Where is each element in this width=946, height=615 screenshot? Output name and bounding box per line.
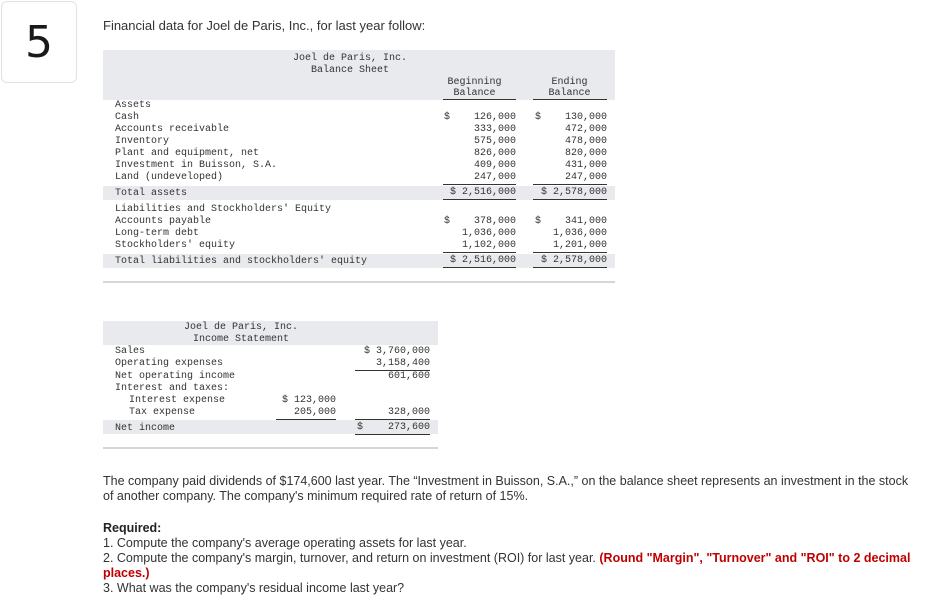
sales-label: Sales <box>115 346 146 357</box>
rounding-note: (Round "Margin", "Turnover" and "ROI" to 2 decimal places.) <box>103 551 911 580</box>
interest-taxes-heading: Interest and taxes: <box>115 383 230 394</box>
asset-label: Accounts receivable <box>115 124 230 135</box>
total-assets-begin: $ 2,516,000 <box>449 187 516 198</box>
liab-begin: 1,102,000 <box>461 240 516 251</box>
interest-taxes-rule <box>355 419 430 420</box>
interest-amount: $ 123,000 <box>281 395 336 406</box>
total-liab-label: Total liabilities and stockholders' equity <box>115 256 368 267</box>
asset-begin: 247,000 <box>473 172 516 183</box>
col-begin-line2: Balance <box>453 88 496 99</box>
sales-amount: $ 3,760,000 <box>363 346 430 357</box>
net-income-label: Net income <box>115 423 176 434</box>
tax-rule <box>276 419 336 420</box>
col-begin-rule <box>443 99 516 100</box>
total-liab-rule <box>443 267 516 268</box>
liab-label: Long-term debt <box>115 228 200 239</box>
interest-taxes-total: 328,000 <box>387 407 430 418</box>
opex-label: Operating expenses <box>115 358 224 369</box>
asset-end: 472,000 <box>564 124 607 135</box>
required-section <box>103 521 933 596</box>
income-statement-bottom-border <box>103 447 438 449</box>
total-liab-rule <box>533 267 607 268</box>
asset-begin: 333,000 <box>473 124 516 135</box>
total-liab-begin: $ 2,516,000 <box>449 255 516 266</box>
col-end-rule <box>533 99 607 100</box>
required-item-2 <box>103 551 933 581</box>
asset-begin: 409,000 <box>473 160 516 171</box>
total-assets-label: Total assets <box>115 188 188 199</box>
liab-end: $ 341,000 <box>534 216 607 227</box>
asset-end: 247,000 <box>564 172 607 183</box>
total-liab-end: $ 2,578,000 <box>540 255 607 266</box>
liab-begin: 1,036,000 <box>461 228 516 239</box>
liab-subtotal-rule <box>533 252 607 253</box>
liab-label: Stockholders' equity <box>115 240 236 251</box>
interest-label: Interest expense <box>129 395 226 406</box>
liab-begin: $ 378,000 <box>443 216 516 227</box>
asset-begin: 826,000 <box>473 148 516 159</box>
required-item-3: 3. What was the company's residual income last year? <box>103 581 405 595</box>
question-number: 5 <box>1 1 77 83</box>
balance-sheet-bottom-border <box>103 281 615 283</box>
total-assets-end: $ 2,578,000 <box>540 187 607 198</box>
noi-label: Net operating income <box>115 371 236 382</box>
asset-begin: $ 126,000 <box>443 112 516 123</box>
liab-subtotal-rule <box>443 252 516 253</box>
liab-end: 1,201,000 <box>552 240 607 251</box>
col-begin-line1: Beginning <box>447 77 502 88</box>
required-label: Required: <box>103 521 162 535</box>
asset-label: Investment in Buisson, S.A. <box>115 160 278 171</box>
is-company: Joel de Paris, Inc. <box>183 322 299 333</box>
liab-label: Accounts payable <box>115 216 212 227</box>
opex-amount: 3,158,400 <box>375 358 430 369</box>
net-income-amount: 273,600 <box>387 422 430 433</box>
total-assets-rule <box>533 199 607 200</box>
assets-heading: Assets <box>115 100 152 111</box>
asset-end: 431,000 <box>564 160 607 171</box>
intro-text: Financial data for Joel de Paris, Inc., for last year follow: <box>103 18 426 33</box>
asset-label: Plant and equipment, net <box>115 148 260 159</box>
col-end-line2: Balance <box>548 88 591 99</box>
bs-company: Joel de Paris, Inc. <box>292 53 408 64</box>
asset-end: 820,000 <box>564 148 607 159</box>
required-item-2-text: 2. Compute the company's margin, turnover, and return on investment (ROI) for last year. <box>103 551 596 565</box>
noi-amount: 601,600 <box>387 371 430 382</box>
tax-amount: 205,000 <box>293 407 336 418</box>
net-income-dollar: $ <box>357 422 364 433</box>
assets-subtotal-rule <box>533 184 607 185</box>
asset-label: Cash <box>115 112 140 123</box>
liab-heading: Liabilities and Stockholders' Equity <box>115 204 332 215</box>
net-income-rule <box>355 434 430 435</box>
tax-label: Tax expense <box>129 407 196 418</box>
liab-end: 1,036,000 <box>552 228 607 239</box>
required-item-1: 1. Compute the company's average operating assets for last year. <box>103 536 467 550</box>
asset-end: $ 130,000 <box>534 112 607 123</box>
asset-end: 478,000 <box>564 136 607 147</box>
total-assets-rule <box>443 199 516 200</box>
asset-label: Land (undeveloped) <box>115 172 224 183</box>
assets-subtotal-rule <box>443 184 516 185</box>
asset-begin: 575,000 <box>473 136 516 147</box>
is-title: Income Statement <box>192 334 289 345</box>
col-end-line1: Ending <box>551 77 588 88</box>
problem-paragraph: The company paid dividends of $174,600 last year. The “Investment in Buisson, S.A.,” on the balance sheet represents an investment in the stock of another company. The company's minimum required rate of return of 15%. <box>103 474 909 503</box>
asset-label: Inventory <box>115 136 170 147</box>
bs-title: Balance Sheet <box>310 65 389 76</box>
